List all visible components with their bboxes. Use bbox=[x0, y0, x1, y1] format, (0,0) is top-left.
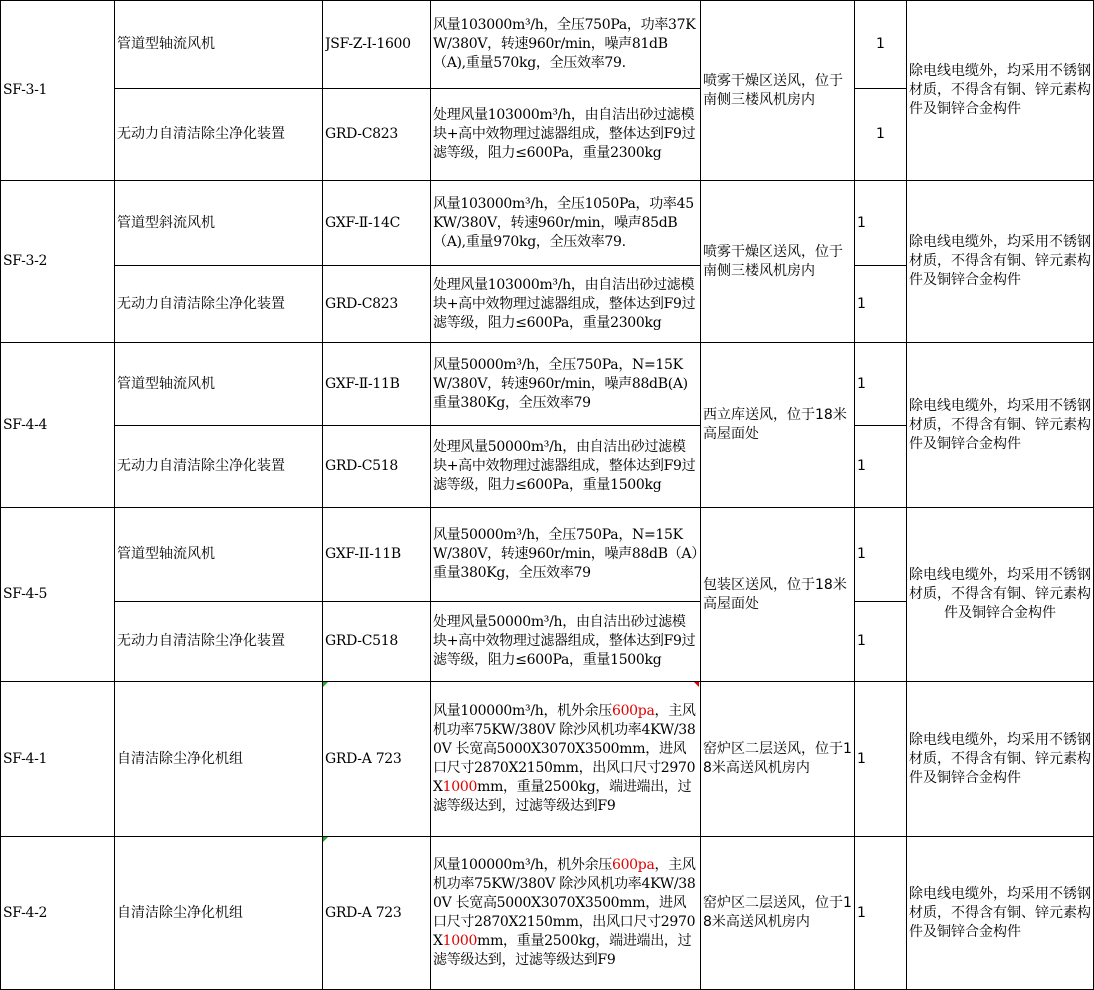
remark: 除电线电缆外，均采用不锈钢材质，不得含有铜、锌元素构件及铜锌合金构件 bbox=[909, 63, 1091, 117]
grid-line bbox=[700, 0, 701, 990]
item-model: GXF-Ⅱ-11B bbox=[325, 375, 400, 392]
remark: 除电线电缆外，均采用不锈钢材质，不得含有铜、锌元素构件及铜锌合金构件 bbox=[909, 397, 1091, 452]
row-id: SF-3-1 bbox=[3, 82, 48, 98]
remark: 除电线电缆外，均采用不锈钢材质，不得含有铜、锌元素构件及铜锌合金构件 bbox=[909, 234, 1091, 288]
row-id: SF-3-2 bbox=[3, 253, 48, 269]
item-qty: 1 bbox=[857, 750, 866, 767]
spec-highlight: 600pa bbox=[611, 703, 655, 719]
location: 包装区送风，位于18米高屋面处 bbox=[703, 576, 847, 612]
remark: 除电线电缆外，均采用不锈钢材质，不得含有铜、锌元素构件及铜锌合金构件 bbox=[909, 567, 1091, 621]
item-name: 无动力自清洁除尘净化装置 bbox=[117, 126, 285, 142]
spec-highlight: 600pa bbox=[611, 857, 655, 873]
spec-text: ，主风机功率75KW/380V 除沙风机功率4KW/380V 长宽高5000X3070X3500mm，进风口尺寸2870X2150mm，出风口尺寸2970X bbox=[433, 703, 696, 795]
location: 喷雾干燥区送风，位于南侧三楼风机房内 bbox=[703, 243, 843, 279]
item-qty: 1 bbox=[857, 295, 866, 312]
grid-line bbox=[906, 0, 907, 990]
item-model: GXF-Ⅱ-14C bbox=[325, 214, 401, 231]
row-id: SF-4-2 bbox=[3, 904, 48, 921]
item-name: 管道型轴流风机 bbox=[117, 36, 215, 52]
item-model: GXF-II-11B bbox=[325, 546, 401, 562]
item-spec: 风量50000m³/h，全压750Pa，N=15KW/380V，转速960r/min，噪声88dB（A）重量380Kg，全压效率79 bbox=[433, 527, 698, 581]
spec-text: ，主风机功率75KW/380V 除沙风机功率4KW/380V 长宽高5000X3070X3500mm，进风口尺寸2870X2150mm，出风口尺寸2970X bbox=[433, 857, 696, 949]
item-model: GRD-C518 bbox=[325, 458, 398, 474]
item-model: GRD-C823 bbox=[325, 295, 398, 312]
item-name: 管道型斜流风机 bbox=[117, 214, 215, 231]
row-id: SF-4-4 bbox=[3, 416, 48, 433]
spec-highlight: 1000 bbox=[442, 933, 478, 949]
spec-text: 风量100000m³/h，机外余压 bbox=[433, 703, 612, 719]
item-model: GRD-A 723 bbox=[325, 750, 402, 767]
remark: 除电线电缆外，均采用不锈钢材质，不得含有铜、锌元素构件及铜锌合金构件 bbox=[909, 731, 1091, 786]
item-name: 无动力自清洁除尘净化装置 bbox=[117, 295, 285, 312]
item-qty: 1 bbox=[857, 633, 866, 649]
spec-text: mm，重量2500kg，端进端出，过滤等级达到，过滤等级达到F9 bbox=[433, 933, 692, 968]
item-spec: 风量103000m³/h，全压1050Pa，功率45KW/380V，转速960r/min，噪声85dB（A),重量970kg，全压效率79. bbox=[433, 195, 694, 250]
item-qty: 1 bbox=[857, 375, 866, 392]
item-qty: 1 bbox=[857, 458, 866, 474]
item-name: 管道型轴流风机 bbox=[117, 375, 215, 392]
grid-line bbox=[0, 0, 1, 990]
item-qty: 1 bbox=[876, 126, 885, 142]
item-name: 自清洁除尘净化机组 bbox=[117, 904, 243, 921]
spec-text: 风量100000m³/h，机外余压 bbox=[433, 857, 612, 873]
item-name: 无动力自清洁除尘净化装置 bbox=[117, 633, 285, 649]
item-qty: 1 bbox=[857, 214, 866, 231]
grid-line bbox=[430, 0, 431, 990]
location: 西立库送风，位于18米高屋面处 bbox=[703, 407, 847, 442]
item-spec: 处理风量50000m³/h，由自洁出砂过滤模块+高中效物理过滤器组成，整体达到F9过滤等级，阻力≤600Pa，重量1500kg bbox=[433, 439, 696, 493]
item-name: 自清洁除尘净化机组 bbox=[117, 750, 243, 767]
row-id: SF-4-1 bbox=[3, 750, 48, 767]
spec-text: mm，重量2500kg，端进端出，过滤等级达到，过滤等级达到F9 bbox=[433, 779, 692, 814]
grid-line bbox=[114, 0, 115, 990]
item-name: 无动力自清洁除尘净化装置 bbox=[117, 458, 285, 474]
item-spec: 处理风量103000m³/h，由自洁出砂过滤模块+高中效物理过滤器组成，整体达到F9过滤等级，阻力≤600Pa，重量2300kg bbox=[433, 107, 696, 161]
item-qty: 1 bbox=[876, 36, 885, 52]
item-model: GRD-A 723 bbox=[325, 904, 402, 921]
remark: 除电线电缆外，均采用不锈钢材质，不得含有铜、锌元素构件及铜锌合金构件 bbox=[909, 885, 1091, 940]
item-spec: 风量103000m³/h，全压750Pa，功率37KW/380V，转速960r/min，噪声81dB（A),重量570kg，全压效率79. bbox=[433, 17, 696, 71]
item-model: GRD-C823 bbox=[325, 126, 398, 142]
item-qty: 1 bbox=[857, 904, 866, 921]
item-spec bbox=[433, 837, 699, 989]
spec-highlight: 1000 bbox=[442, 779, 478, 795]
item-spec: 处理风量103000m³/h，由自洁出砂过滤模块+高中效物理过滤器组成，整体达到F9过滤等级，阻力≤600Pa，重量2300kg bbox=[433, 276, 696, 331]
item-spec: 风量50000m³/h，全压750Pa，N=15KW/380V，转速960r/min，噪声88dB(A) 重量380Kg，全压效率79 bbox=[433, 356, 688, 411]
location: 窑炉区二层送风，位于18米高送风机房内 bbox=[703, 741, 852, 776]
item-spec bbox=[433, 682, 699, 836]
item-model: JSF-Z-I-1600 bbox=[325, 36, 411, 52]
item-spec: 处理风量50000m³/h，由自洁出砂过滤模块+高中效物理过滤器组成，整体达到F9过滤等级，阻力≤600Pa，重量1500kg bbox=[433, 614, 696, 668]
item-name: 管道型轴流风机 bbox=[117, 546, 215, 562]
item-qty: 1 bbox=[857, 546, 866, 562]
location: 窑炉区二层送风，位于18米高送风机房内 bbox=[703, 895, 852, 930]
location: 喷雾干燥区送风，位于南侧三楼风机房内 bbox=[703, 72, 843, 108]
row-id: SF-4-5 bbox=[3, 586, 48, 602]
item-model: GRD-C518 bbox=[325, 633, 398, 649]
